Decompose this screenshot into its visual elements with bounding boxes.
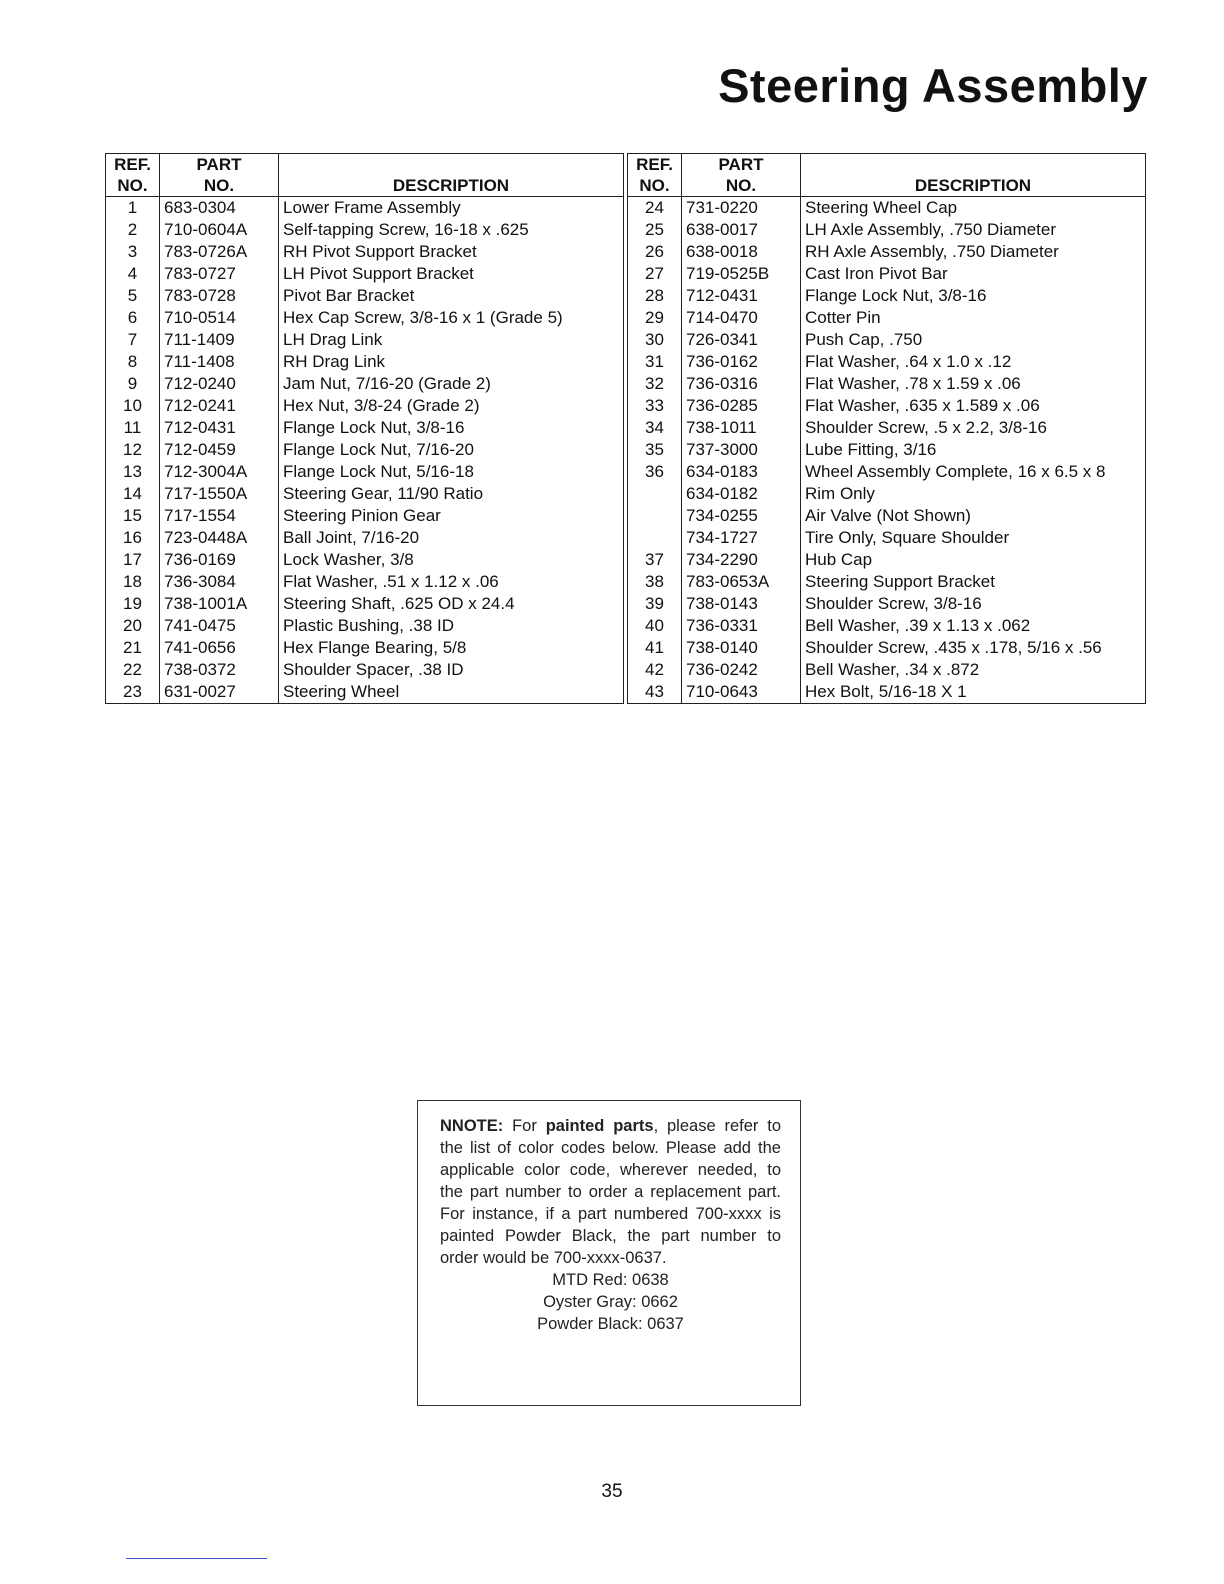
description-cell: Rim Only	[801, 483, 1146, 505]
ref-no-cell: 31	[628, 351, 682, 373]
ref-no-cell: 22	[106, 659, 160, 681]
part-no-cell: 736-0169	[160, 549, 279, 571]
description-cell: LH Axle Assembly, .750 Diameter	[801, 219, 1146, 241]
ref-no-cell: 27	[628, 263, 682, 285]
table-row	[628, 197, 1146, 220]
table-row	[106, 571, 624, 593]
part-no-cell: 634-0183	[682, 461, 801, 483]
table-row	[628, 593, 1146, 615]
table-row	[628, 351, 1146, 373]
description-cell: Push Cap, .750	[801, 329, 1146, 351]
table-header	[628, 154, 1146, 197]
ref-no-cell: 35	[628, 439, 682, 461]
table-row	[628, 241, 1146, 263]
part-no-cell: 736-0162	[682, 351, 801, 373]
part-no-cell: 736-0316	[682, 373, 801, 395]
ref-no-cell	[628, 483, 682, 505]
table-row	[106, 329, 624, 351]
table-row	[628, 637, 1146, 659]
footer-rule	[126, 1558, 267, 1559]
part-no-cell: 734-1727	[682, 527, 801, 549]
table-row	[106, 615, 624, 637]
ref-no-cell: 3	[106, 241, 160, 263]
part-no-cell: 631-0027	[160, 681, 279, 704]
ref-no-cell: 6	[106, 307, 160, 329]
ref-no-cell: 18	[106, 571, 160, 593]
parts-list	[628, 197, 1146, 704]
ref-no-cell	[628, 527, 682, 549]
ref-no-cell: 16	[106, 527, 160, 549]
table-row	[106, 637, 624, 659]
table-row	[628, 373, 1146, 395]
ref-no-cell: 15	[106, 505, 160, 527]
description-cell: Flange Lock Nut, 3/8-16	[279, 417, 624, 439]
description-cell: Flat Washer, .635 x 1.589 x .06	[801, 395, 1146, 417]
part-no-cell: 741-0656	[160, 637, 279, 659]
description-cell: Lock Washer, 3/8	[279, 549, 624, 571]
table-row	[628, 681, 1146, 704]
part-no-cell: 719-0525B	[682, 263, 801, 285]
table-row	[106, 197, 624, 220]
ref-no-cell	[628, 505, 682, 527]
description-header: DESCRIPTION	[279, 154, 624, 197]
ref-no-cell: 37	[628, 549, 682, 571]
ref-no-cell: 12	[106, 439, 160, 461]
part-no-cell: 710-0604A	[160, 219, 279, 241]
table-row	[106, 659, 624, 681]
note-text: NNOTE: For painted parts, please refer to the list of color codes below. Please add the applicable color code, wherever needed, to the part number to order a replacement part. For instance, if a part numbered 700-xxxx is painted Powder Black, the part number to order would be 700-xxxx-0637.	[440, 1117, 782, 1267]
part-no-cell: 717-1550A	[160, 483, 279, 505]
painted-parts-note	[417, 1100, 801, 1406]
part-no-cell: 734-2290	[682, 549, 801, 571]
description-cell: Jam Nut, 7/16-20 (Grade 2)	[279, 373, 624, 395]
ref-no-cell: 40	[628, 615, 682, 637]
page-number: 35	[601, 1481, 623, 1502]
table-row	[106, 351, 624, 373]
part-no-cell: 714-0470	[682, 307, 801, 329]
ref-no-cell: 4	[106, 263, 160, 285]
part-no-cell: 710-0514	[160, 307, 279, 329]
color-code: MTD Red: 0638	[552, 1271, 669, 1289]
table-row	[628, 263, 1146, 285]
table-row	[106, 461, 624, 483]
description-cell: Hex Nut, 3/8-24 (Grade 2)	[279, 395, 624, 417]
ref-no-cell: 36	[628, 461, 682, 483]
table-row	[628, 483, 1146, 505]
description-cell: Steering Support Bracket	[801, 571, 1146, 593]
part-no-cell: 712-0459	[160, 439, 279, 461]
description-cell: Bell Washer, .34 x .872	[801, 659, 1146, 681]
ref-no-cell: 14	[106, 483, 160, 505]
description-cell: Cotter Pin	[801, 307, 1146, 329]
ref-no-cell: 11	[106, 417, 160, 439]
ref-no-cell: 23	[106, 681, 160, 704]
description-cell: Steering Pinion Gear	[279, 505, 624, 527]
part-no-cell: 783-0653A	[682, 571, 801, 593]
part-no-cell: 736-0242	[682, 659, 801, 681]
table-row	[106, 681, 624, 704]
table-row	[106, 307, 624, 329]
color-codes	[440, 1269, 781, 1335]
table-row	[106, 483, 624, 505]
table-row	[628, 329, 1146, 351]
part-no-cell: 783-0727	[160, 263, 279, 285]
ref-no-cell: 10	[106, 395, 160, 417]
part-no-header: PART NO.	[682, 154, 801, 197]
ref-no-cell: 25	[628, 219, 682, 241]
table-row	[106, 505, 624, 527]
ref-no-cell: 38	[628, 571, 682, 593]
part-no-cell: 638-0018	[682, 241, 801, 263]
table-row	[628, 417, 1146, 439]
table-row	[106, 549, 624, 571]
description-cell: Bell Washer, .39 x 1.13 x .062	[801, 615, 1146, 637]
description-cell: Steering Gear, 11/90 Ratio	[279, 483, 624, 505]
part-no-cell: 711-1409	[160, 329, 279, 351]
ref-no-cell: 41	[628, 637, 682, 659]
table-row	[628, 549, 1146, 571]
description-cell: Steering Wheel Cap	[801, 197, 1146, 220]
ref-no-cell: 29	[628, 307, 682, 329]
ref-no-cell: 43	[628, 681, 682, 704]
ref-no-header: REF. NO.	[106, 154, 160, 197]
ref-no-cell: 7	[106, 329, 160, 351]
table-row	[106, 395, 624, 417]
page-title: Steering Assembly	[718, 59, 1148, 112]
table-row	[106, 219, 624, 241]
table-row	[106, 285, 624, 307]
description-cell: RH Drag Link	[279, 351, 624, 373]
part-no-cell: 736-0285	[682, 395, 801, 417]
part-no-cell: 638-0017	[682, 219, 801, 241]
ref-no-cell: 5	[106, 285, 160, 307]
table-row	[106, 439, 624, 461]
table-row	[628, 219, 1146, 241]
ref-no-cell: 42	[628, 659, 682, 681]
color-code: Oyster Gray: 0662	[543, 1293, 678, 1311]
description-cell: LH Pivot Support Bracket	[279, 263, 624, 285]
ref-no-cell: 17	[106, 549, 160, 571]
ref-no-cell: 24	[628, 197, 682, 220]
description-cell: Pivot Bar Bracket	[279, 285, 624, 307]
table-row	[628, 527, 1146, 549]
ref-no-cell: 34	[628, 417, 682, 439]
description-cell: Wheel Assembly Complete, 16 x 6.5 x 8	[801, 461, 1146, 483]
part-no-cell: 712-0431	[682, 285, 801, 307]
parts-table-right	[627, 153, 1146, 704]
table-row	[106, 527, 624, 549]
description-cell: Steering Wheel	[279, 681, 624, 704]
description-cell: RH Pivot Support Bracket	[279, 241, 624, 263]
table-row	[628, 439, 1146, 461]
description-cell: Ball Joint, 7/16-20	[279, 527, 624, 549]
color-code: Powder Black: 0637	[537, 1315, 684, 1333]
description-cell: Hex Cap Screw, 3/8-16 x 1 (Grade 5)	[279, 307, 624, 329]
part-no-header: PART NO.	[160, 154, 279, 197]
description-cell: Air Valve (Not Shown)	[801, 505, 1146, 527]
ref-no-cell: 1	[106, 197, 160, 220]
part-no-cell: 738-0143	[682, 593, 801, 615]
ref-no-cell: 26	[628, 241, 682, 263]
description-cell: Flange Lock Nut, 5/16-18	[279, 461, 624, 483]
ref-no-header: REF. NO.	[628, 154, 682, 197]
part-no-cell: 712-3004A	[160, 461, 279, 483]
table-row	[628, 461, 1146, 483]
description-cell: Hub Cap	[801, 549, 1146, 571]
part-no-cell: 737-3000	[682, 439, 801, 461]
description-cell: Lube Fitting, 3/16	[801, 439, 1146, 461]
part-no-cell: 734-0255	[682, 505, 801, 527]
description-cell: Plastic Bushing, .38 ID	[279, 615, 624, 637]
ref-no-cell: 30	[628, 329, 682, 351]
part-no-cell: 741-0475	[160, 615, 279, 637]
table-row	[628, 571, 1146, 593]
parts-list	[106, 197, 624, 704]
description-cell: Self-tapping Screw, 16-18 x .625	[279, 219, 624, 241]
part-no-cell: 738-1001A	[160, 593, 279, 615]
part-no-cell: 710-0643	[682, 681, 801, 704]
description-cell: Shoulder Screw, .5 x 2.2, 3/8-16	[801, 417, 1146, 439]
table-header	[106, 154, 624, 197]
ref-no-cell: 28	[628, 285, 682, 307]
description-cell: Hex Bolt, 5/16-18 X 1	[801, 681, 1146, 704]
description-cell: Shoulder Screw, 3/8-16	[801, 593, 1146, 615]
table-row	[628, 615, 1146, 637]
part-no-cell: 712-0241	[160, 395, 279, 417]
ref-no-cell: 8	[106, 351, 160, 373]
part-no-cell: 738-1011	[682, 417, 801, 439]
table-row	[628, 505, 1146, 527]
description-cell: Flat Washer, .64 x 1.0 x .12	[801, 351, 1146, 373]
part-no-cell: 736-0331	[682, 615, 801, 637]
description-cell: LH Drag Link	[279, 329, 624, 351]
table-row	[106, 241, 624, 263]
description-cell: Lower Frame Assembly	[279, 197, 624, 220]
table-row	[106, 373, 624, 395]
description-cell: Steering Shaft, .625 OD x 24.4	[279, 593, 624, 615]
description-cell: Shoulder Spacer, .38 ID	[279, 659, 624, 681]
ref-no-cell: 13	[106, 461, 160, 483]
table-row	[106, 263, 624, 285]
ref-no-cell: 33	[628, 395, 682, 417]
table-row	[106, 593, 624, 615]
ref-no-cell: 20	[106, 615, 160, 637]
part-no-cell: 738-0372	[160, 659, 279, 681]
part-no-cell: 726-0341	[682, 329, 801, 351]
table-row	[628, 285, 1146, 307]
part-no-cell: 783-0728	[160, 285, 279, 307]
description-cell: Tire Only, Square Shoulder	[801, 527, 1146, 549]
part-no-cell: 712-0431	[160, 417, 279, 439]
part-no-cell: 783-0726A	[160, 241, 279, 263]
description-cell: RH Axle Assembly, .750 Diameter	[801, 241, 1146, 263]
table-row	[106, 417, 624, 439]
ref-no-cell: 19	[106, 593, 160, 615]
part-no-cell: 731-0220	[682, 197, 801, 220]
note-label: NNOTE:	[440, 1117, 504, 1135]
parts-table-left	[105, 153, 624, 704]
note-emphasis: painted parts	[545, 1117, 654, 1135]
description-cell: Flange Lock Nut, 7/16-20	[279, 439, 624, 461]
description-cell: Shoulder Screw, .435 x .178, 5/16 x .56	[801, 637, 1146, 659]
ref-no-cell: 9	[106, 373, 160, 395]
part-no-cell: 634-0182	[682, 483, 801, 505]
description-cell: Flat Washer, .78 x 1.59 x .06	[801, 373, 1146, 395]
table-row	[628, 659, 1146, 681]
part-no-cell: 711-1408	[160, 351, 279, 373]
description-cell: Cast Iron Pivot Bar	[801, 263, 1146, 285]
description-cell: Flat Washer, .51 x 1.12 x .06	[279, 571, 624, 593]
ref-no-cell: 2	[106, 219, 160, 241]
description-cell: Hex Flange Bearing, 5/8	[279, 637, 624, 659]
table-row	[628, 307, 1146, 329]
description-header: DESCRIPTION	[801, 154, 1146, 197]
part-no-cell: 683-0304	[160, 197, 279, 220]
part-no-cell: 717-1554	[160, 505, 279, 527]
part-no-cell: 738-0140	[682, 637, 801, 659]
table-row	[628, 395, 1146, 417]
part-no-cell: 712-0240	[160, 373, 279, 395]
description-cell: Flange Lock Nut, 3/8-16	[801, 285, 1146, 307]
ref-no-cell: 39	[628, 593, 682, 615]
part-no-cell: 723-0448A	[160, 527, 279, 549]
ref-no-cell: 21	[106, 637, 160, 659]
ref-no-cell: 32	[628, 373, 682, 395]
part-no-cell: 736-3084	[160, 571, 279, 593]
